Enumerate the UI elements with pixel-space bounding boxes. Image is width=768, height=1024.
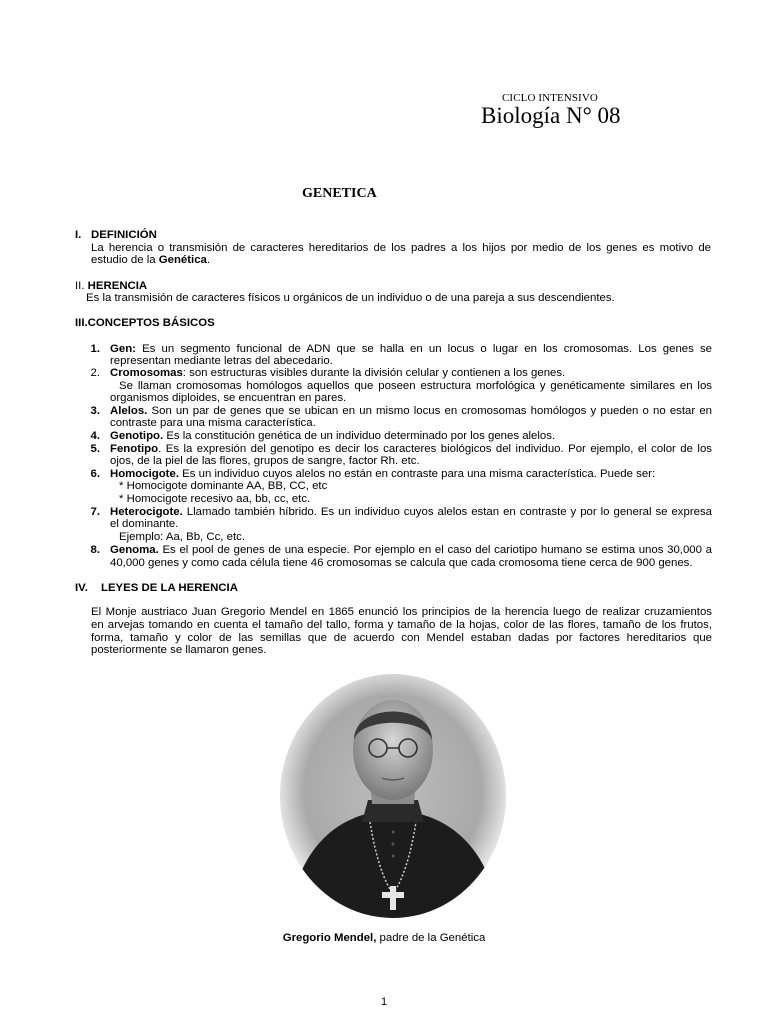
section-2-text: Es la transmisión de caracteres físicos u orgánicos de un individuo o de una pareja a sus descendientes. (86, 292, 615, 304)
section-2-heading: II. HERENCIA (75, 280, 148, 292)
item-7-line-2: el dominante. (110, 518, 179, 530)
portrait-caption: Gregorio Mendel, padre de la Genética (282, 932, 486, 944)
item-3-line-1: Alelos. Son un par de genes que se ubican en un mismo locus en cromosomas homólogos y pueden o no estar en (110, 405, 712, 417)
item-5-line-1: Fenotipo. Es la expresión del genotipo es decir los caracteres biológicos del individuo. Por ejemplo, el color de los (110, 443, 712, 455)
item-7-line-3: Ejemplo: Aa, Bb, Cc, etc. (119, 531, 245, 543)
item-4-number: 4. (90, 430, 100, 442)
item-3-line-2: contraste para una misma característica. (110, 417, 316, 429)
section-1-number: I. (75, 229, 82, 241)
section-4-line-1: El Monje austriaco Juan Gregorio Mendel en 1865 enunció los principios de la herencia luego de realizar cruzamientos (91, 606, 712, 618)
item-6-line-2: * Homocigote dominante AA, BB, CC, etc (119, 480, 328, 492)
item-6-number: 6. (90, 468, 100, 480)
section-1-line-1: La herencia o transmisión de caracteres hereditarios de los padres a los hijos por medio de los genes es motivo de (91, 242, 711, 254)
item-1-number: 1. (90, 343, 100, 355)
section-4-line-2: en arvejas tomando en cuenta el tamaño del tallo, forma y tamaño de la hojas, color de las flores, tamaño de los frutos, (91, 619, 712, 631)
topic-title: GENETICA (302, 186, 377, 201)
item-5-number: 5. (90, 443, 100, 455)
item-7-line-1: Heterocigote. Llamado también híbrido. Es un individuo cuyos alelos estan en contraste y por lo general se expresa (110, 506, 712, 518)
section-4-number: IV. (75, 582, 88, 594)
item-3-number: 3. (90, 405, 100, 417)
item-8-line-1: Genoma. Es el pool de genes de una especie. Por ejemplo en el caso del cariotipo humano se estima unos 30,000 a (110, 544, 712, 556)
item-8-line-2: 40,000 genes y como cada célula tiene 46 cromosomas se calcula que cada cromosoma tiene cerca de 900 genes. (110, 557, 693, 569)
item-2-line-3: organismos diploides, se encuentran en pares. (110, 392, 347, 404)
item-6-line-3: * Homocigote recesivo aa, bb, cc, etc. (119, 493, 311, 505)
item-4-line-1: Genotipo. Es la constitución genética de un individuo determinado por los genes alelos. (110, 430, 556, 442)
item-2-line-2: Se llaman cromosomas homólogos aquellos que poseen estructura morfológica y genéticamente similares en los (119, 380, 712, 392)
item-8-number: 8. (90, 544, 100, 556)
section-4-title: LEYES DE LA HERENCIA (101, 582, 238, 594)
item-6-line-1: Homocigote. Es un individuo cuyos alelos no están en contraste para una misma característica. Puede ser: (110, 468, 656, 480)
item-1-line-2: representan mediante letras del abecedario. (110, 355, 333, 367)
item-2-line-1: Cromosomas: son estructuras visibles durante la división celular y contienen a los genes. (110, 367, 566, 379)
section-3-title: III.CONCEPTOS BÁSICOS (75, 317, 215, 329)
section-1-title: DEFINICIÓN (91, 229, 157, 241)
item-7-number: 7. (90, 506, 100, 518)
item-2-number: 2. (90, 367, 100, 379)
section-1-line-2: estudio de la Genética. (91, 254, 211, 266)
page-number: 1 (380, 996, 388, 1008)
mendel-portrait (278, 672, 508, 920)
section-4-line-3: forma, tamaño y color de las semillas que de acuerdo con Mendel estaban dadas por factores hereditarios que (91, 632, 712, 644)
item-5-line-2: ojos, de la piel de las flores, grupos de sangre, factor Rh. etc. (110, 455, 420, 467)
course-label: CICLO INTENSIVO (502, 92, 598, 104)
item-1-line-1: Gen: Es un segmento funcional de ADN que se halla en un locus o lugar en los cromosomas. Los genes se (110, 343, 712, 355)
section-4-line-4: posteriormente se llamaron genes. (91, 644, 267, 656)
document-title: Biología N° 08 (481, 103, 621, 128)
